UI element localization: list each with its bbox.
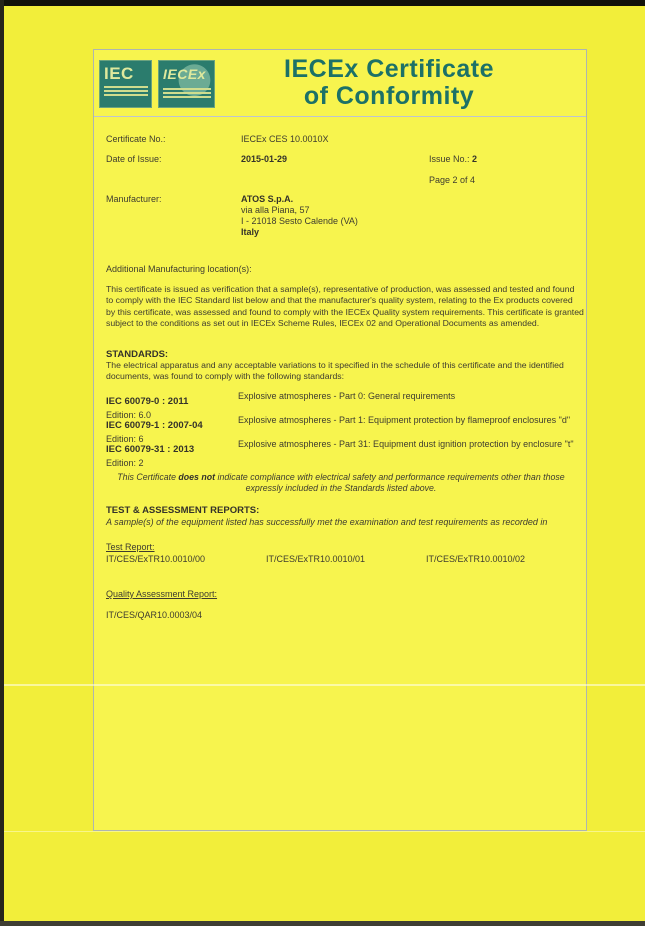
disclaimer-post: indicate compliance with electrical safety and performance requirements other than those expressly included in the Standards listed above. <box>215 472 565 494</box>
test-report-number: IT/CES/ExTR10.0010/01 <box>266 554 366 564</box>
date-of-issue-value: 2015-01-29 <box>241 154 288 164</box>
manufacturer-label: Manufacturer: <box>106 194 162 204</box>
standard-edition: Edition: 6.0 <box>106 410 152 420</box>
manufacturer-address2: I - 21018 Sesto Calende (VA) <box>241 216 358 226</box>
standard-edition: Edition: 2 <box>106 458 144 468</box>
test-report-number: IT/CES/ExTR10.0010/02 <box>426 554 526 564</box>
page-title-line2: of Conformity <box>303 82 475 110</box>
disclaimer-note <box>100 472 582 495</box>
test-reports-intro: A sample(s) of the equipment listed has successfully met the examination and test requirements as recorded in <box>106 517 548 527</box>
certificate-frame <box>93 49 587 831</box>
manufacturer-country: Italy <box>241 227 260 237</box>
test-reports-heading: TEST & ASSESSMENT REPORTS: <box>106 505 260 516</box>
issue-no-label: Issue No.: <box>429 154 470 164</box>
issue-no <box>429 154 477 165</box>
iec-logo-lines <box>104 86 148 96</box>
manufacturer-address-block <box>241 194 358 238</box>
scan-edge-bottom <box>0 921 645 926</box>
standard-code: IEC 60079-0 : 2011 <box>106 396 189 407</box>
standard-edition: Edition: 6 <box>106 434 144 444</box>
test-report-label: Test Report: <box>106 542 155 552</box>
disclaimer-bold: does not <box>178 472 216 482</box>
page-title-line1: IECEx Certificate <box>284 55 494 83</box>
page-info: Page 2 of 4 <box>429 175 476 185</box>
additional-locations-label: Additional Manufacturing location(s): <box>106 264 252 274</box>
certificate-no-label: Certificate No.: <box>106 134 166 144</box>
scan-edge-left <box>0 0 4 926</box>
paper-fold-line <box>0 831 645 832</box>
certificate-header <box>94 50 586 117</box>
standards-intro: The electrical apparatus and any acceptable variations to it specified in the schedule of this certificate and the identified documents, was found to comply with the following standards: <box>106 360 564 382</box>
standard-description: Explosive atmospheres - Part 0: General requirements <box>238 391 456 401</box>
standard-description: Explosive atmospheres - Part 31: Equipment dust ignition protection by enclosure "t" <box>238 439 574 449</box>
quality-assessment-report-number: IT/CES/QAR10.0003/04 <box>106 610 203 620</box>
standard-code: IEC 60079-1 : 2007-04 <box>106 420 203 431</box>
issue-no-value: 2 <box>472 154 478 164</box>
standard-row <box>106 439 582 468</box>
iec-logo <box>99 60 152 108</box>
verification-paragraph: This certificate is issued as verification that a sample(s), representative of production, was assessed and tested and found to comply with the IEC Standard list below and that the manufacturer's quality system, relating to the Ex products covered by this certificate, was assessed and found to comply with the IECEx Quality system requirements. This certificate is granted subject to the conditions as set out in IECEx Scheme Rules, IECEx 02 and Operational Documents as amended. <box>106 284 584 328</box>
standard-code: IEC 60079-31 : 2013 <box>106 444 195 455</box>
paper-fold-line <box>0 684 645 686</box>
standards-heading: STANDARDS: <box>106 349 169 360</box>
date-of-issue-label: Date of Issue: <box>106 154 162 164</box>
iecex-logo-label: IECEx <box>163 66 206 82</box>
scan-edge-top <box>0 0 645 6</box>
disclaimer-pre: This Certificate <box>117 472 179 482</box>
page-title <box>194 56 584 110</box>
quality-assessment-report-label: Quality Assessment Report: <box>106 589 218 599</box>
test-report-number: IT/CES/ExTR10.0010/00 <box>106 554 206 564</box>
manufacturer-name: ATOS S.p.A. <box>241 194 294 204</box>
standard-description: Explosive atmospheres - Part 1: Equipment protection by flameproof enclosures "d" <box>238 415 571 425</box>
certificate-no-value: IECEx CES 10.0010X <box>241 134 329 144</box>
manufacturer-address1: via alla Piana, 57 <box>241 205 310 215</box>
iec-logo-label: IEC <box>104 64 134 83</box>
